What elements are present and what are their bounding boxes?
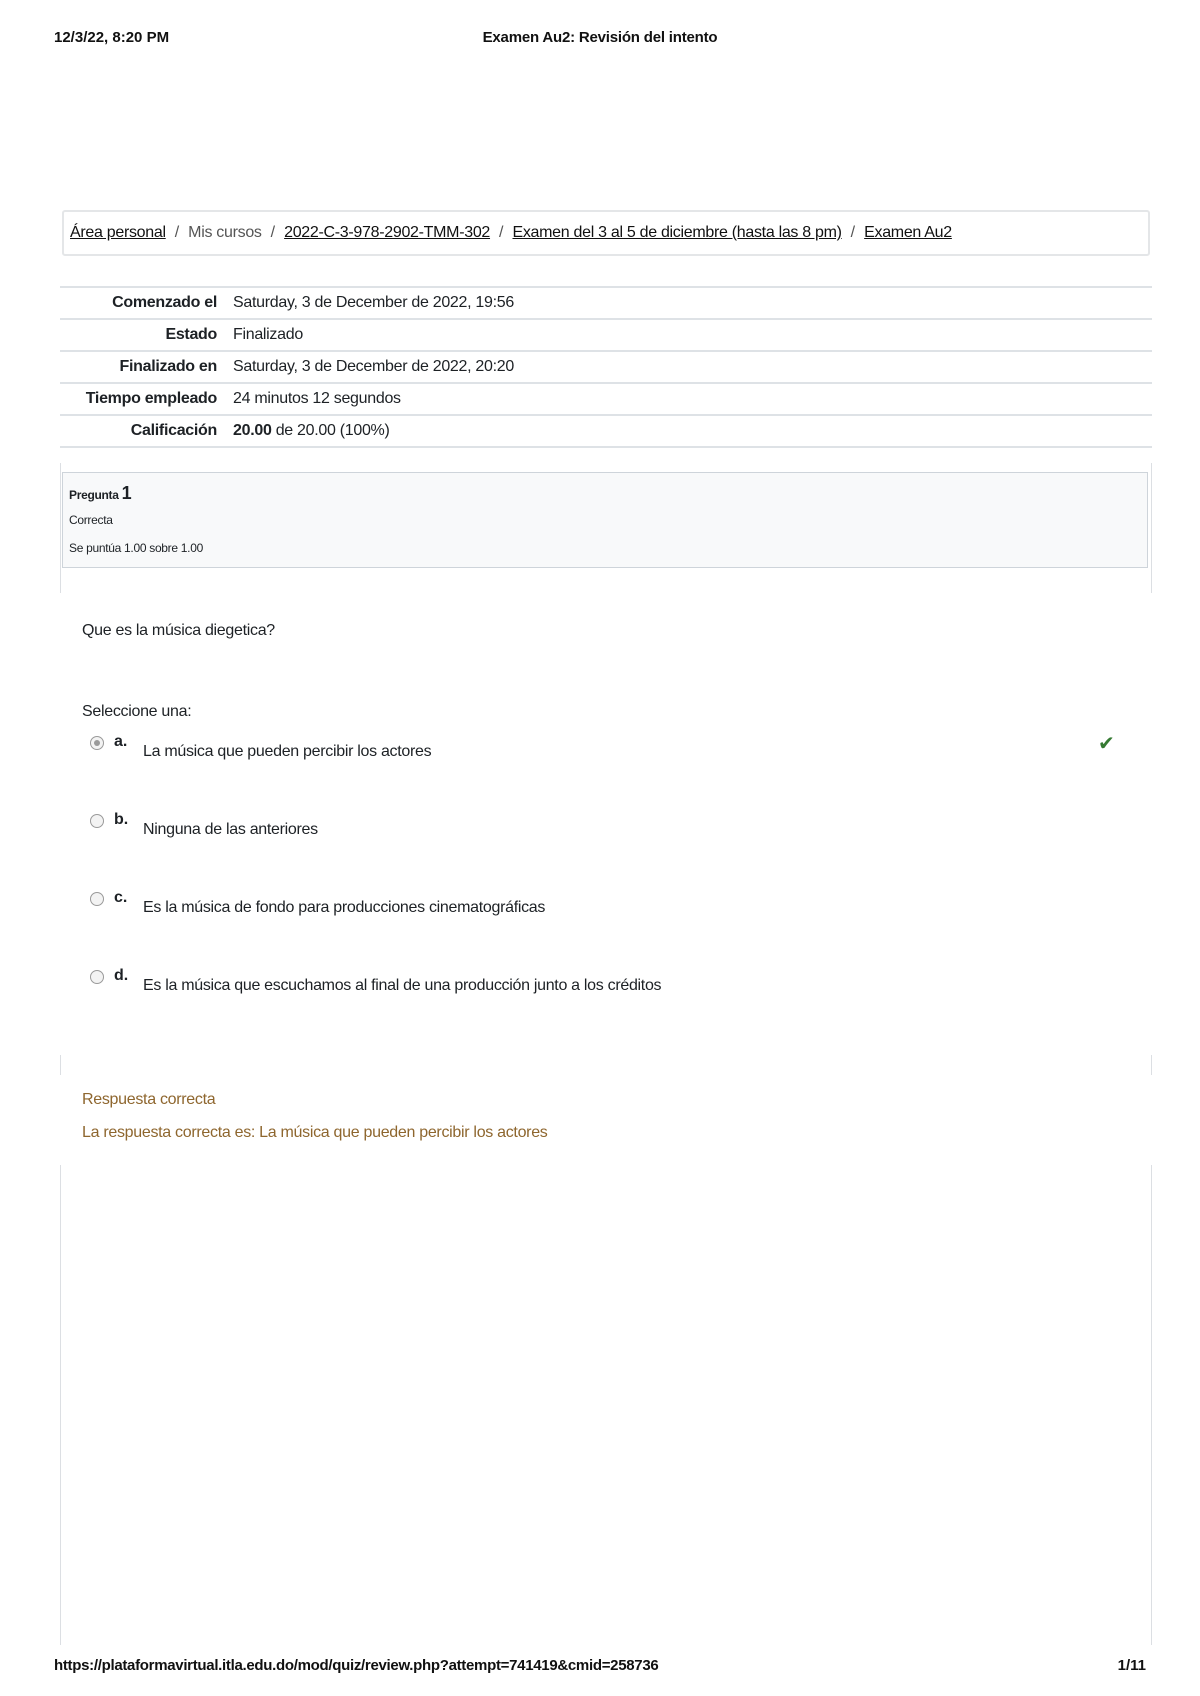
content-border-right — [1151, 1165, 1152, 1645]
summary-row-grade — [60, 415, 1152, 447]
radio-button[interactable] — [90, 814, 104, 828]
breadcrumb-separator: / — [270, 224, 276, 241]
summary-value: Saturday, 3 de December de 2022, 19:56 — [233, 294, 514, 311]
summary-row-started — [60, 287, 1152, 319]
attempt-summary-table — [60, 286, 1152, 448]
print-date: 12/3/22, 8:20 PM — [54, 29, 170, 46]
print-title: Examen Au2: Revisión del intento — [482, 29, 718, 46]
print-footer — [0, 1657, 1200, 1677]
breadcrumb-separator: / — [174, 224, 180, 241]
question-number-value: 1 — [121, 483, 132, 503]
option-text: Es la música de fondo para producciones cinematográficas — [143, 899, 546, 916]
breadcrumb — [62, 210, 1150, 256]
option-text: Es la música que escuchamos al final de una producción junto a los créditos — [143, 977, 662, 994]
print-header — [0, 29, 1200, 49]
question-state: Correcta — [69, 513, 113, 527]
summary-label: Tiempo empleado — [85, 390, 217, 407]
content-border-left — [60, 463, 61, 593]
content-border-left — [60, 1055, 61, 1075]
breadcrumb-course[interactable]: 2022-C-3-978-2902-TMM-302 — [284, 224, 491, 241]
question-text: Que es la música diegetica? — [82, 622, 275, 639]
radio-button[interactable] — [90, 892, 104, 906]
print-page-number: 1/11 — [1117, 1657, 1146, 1674]
option-letter: d. — [114, 967, 129, 984]
grade-score: 20.00 — [233, 422, 272, 439]
content-border-right — [1151, 1055, 1152, 1075]
summary-label: Comenzado el — [112, 294, 217, 311]
breadcrumb-area-personal[interactable]: Área personal — [70, 224, 166, 241]
grade-rest: de 20.00 (100%) — [275, 422, 390, 439]
answer-option-d[interactable] — [90, 967, 1140, 1000]
summary-value: Saturday, 3 de December de 2022, 20:20 — [233, 358, 514, 375]
summary-row-state — [60, 319, 1152, 351]
question-number — [69, 483, 131, 504]
option-letter: a. — [114, 733, 128, 750]
summary-label: Calificación — [130, 422, 217, 439]
option-text: Ninguna de las anteriores — [143, 821, 318, 838]
print-url: https://plataformavirtual.itla.edu.do/mod/quiz/review.php?attempt=741419&cmid=258736 — [54, 1657, 659, 1674]
summary-value: Finalizado — [233, 326, 303, 343]
feedback-correct-answer: La respuesta correcta es: La música que pueden percibir los actores — [82, 1124, 548, 1141]
option-text: La música que pueden percibir los actores — [143, 743, 432, 760]
breadcrumb-mis-cursos: Mis cursos — [188, 224, 262, 241]
summary-row-time — [60, 383, 1152, 415]
breadcrumb-section[interactable]: Examen del 3 al 5 de diciembre (hasta las 8 pm) — [512, 224, 842, 241]
option-letter: c. — [114, 889, 128, 906]
option-letter: b. — [114, 811, 129, 828]
answer-option-c[interactable] — [90, 889, 1140, 922]
correct-check-icon: ✔ — [1098, 733, 1115, 755]
question-label: Pregunta — [69, 488, 119, 502]
summary-row-finished — [60, 351, 1152, 383]
content-border-left — [60, 1165, 61, 1645]
summary-value — [225, 415, 1152, 447]
radio-button[interactable] — [90, 970, 104, 984]
summary-value: 24 minutos 12 segundos — [233, 390, 401, 407]
answer-option-a[interactable] — [90, 733, 1140, 766]
question-grade: Se puntúa 1.00 sobre 1.00 — [69, 541, 203, 555]
feedback-heading: Respuesta correcta — [82, 1091, 216, 1108]
content-border-right — [1151, 463, 1152, 593]
breadcrumb-separator: / — [850, 224, 856, 241]
question-info — [62, 472, 1148, 568]
breadcrumb-quiz[interactable]: Examen Au2 — [864, 224, 952, 241]
answer-option-b[interactable] — [90, 811, 1140, 844]
answer-prompt: Seleccione una: — [82, 703, 192, 720]
summary-label: Estado — [165, 326, 217, 343]
summary-label: Finalizado en — [119, 358, 217, 375]
radio-button-checked[interactable] — [90, 736, 104, 750]
breadcrumb-separator: / — [499, 224, 504, 241]
